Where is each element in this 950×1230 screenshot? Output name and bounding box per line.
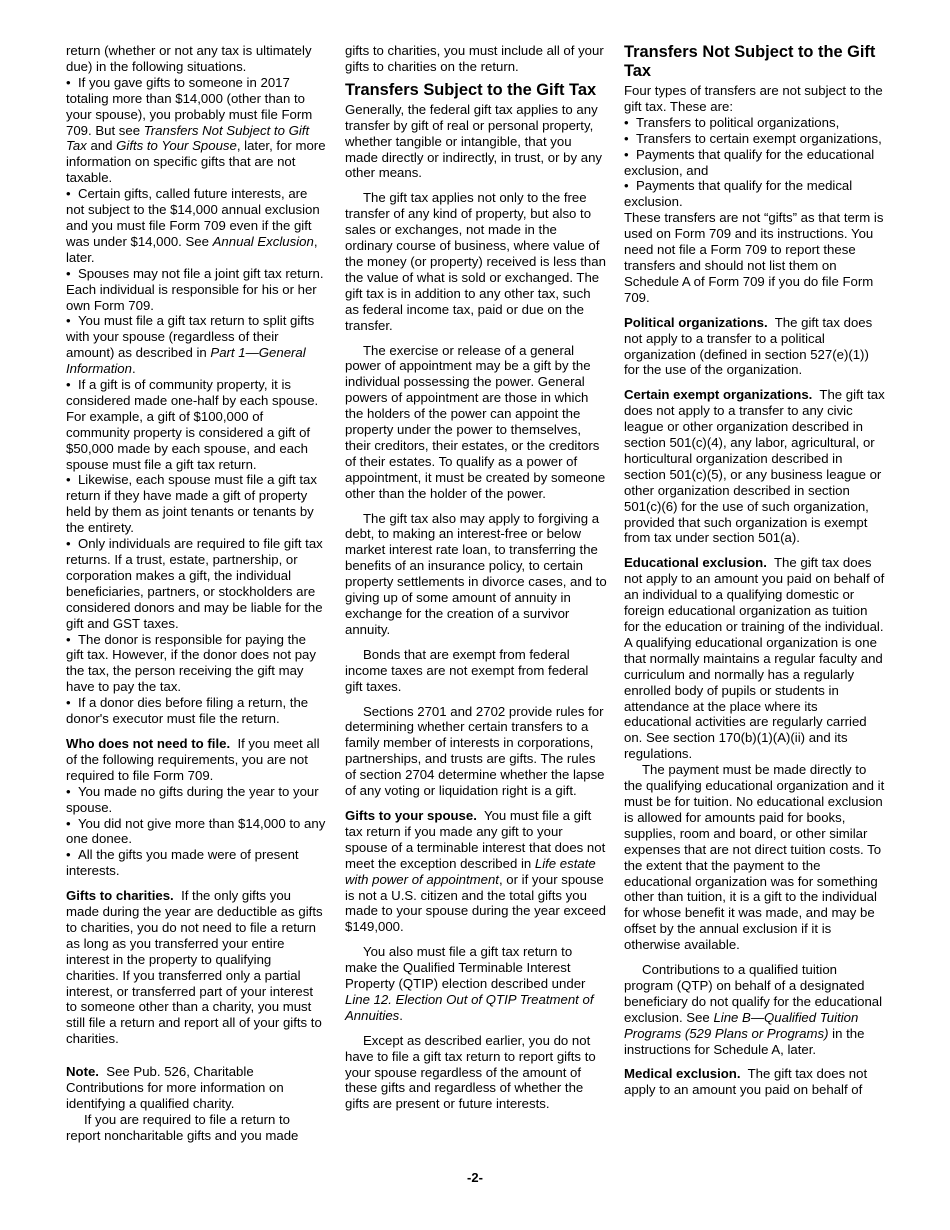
paragraph: These transfers are not “gifts” as that term is used on Form 709 and its instructions. You need not file a Form 709 to report these transfers and should not list them on Schedule A of Form 709 if you do file Form 709. <box>624 210 884 305</box>
run-in-heading: Gifts to charities. <box>66 888 174 904</box>
run-in-heading: Certain exempt organizations. <box>624 387 813 403</box>
section-heading: Transfers Not Subject to the Gift Tax <box>624 43 876 80</box>
paragraph: Four types of transfers are not subject to the gift tax. These are: <box>624 83 883 114</box>
section-heading: Transfers Subject to the Gift Tax <box>345 80 597 99</box>
paragraph: Except as described earlier, you do not have to file a gift tax return to report gifts to your spouse regardless of the amount of these gifts and regardless of whether the gifts are present or future interests. <box>345 1032 596 1112</box>
list-item: • If you gave gifts to someone in 2017 totaling more than $14,000 (other than to your spouse), you probably must file Form 709. But see Transfers Not Subject to Gift Tax and Gifts to Your Spouse, later, for more information on specific gifts that are not taxable. <box>66 75 326 186</box>
paragraph: Gifts to charities. If the only gifts you made during the year are deductible as gifts to charities, you do not need to file a return as long as you transferred your entire interest in the property to qualifying charities. If you transferred only a partial interest, or transferred part of your interest to someone other than a charity, you must still file a return and report all of your gifts to charities. <box>66 888 323 1047</box>
paragraph: Bonds that are exempt from federal income taxes are not exempt from federal gift taxes. <box>345 646 589 694</box>
paragraph: The exercise or release of a general power of appointment may be a gift by the individual possessing the power. General powers of appointment are those in which the holders of the power can appoint the property under the power to themselves, their creditors, their estates, or the creditors of their estates. To qualify as a power of appointment, it must be created by someone other than the holder of the power. <box>345 342 606 501</box>
page-number: -2- <box>467 1170 483 1185</box>
run-in-heading: Political organizations. <box>624 314 768 330</box>
list-item: • Certain gifts, called future interests, are not subject to the $14,000 annual exclusion and you must file Form 709 even if the gift was under $14,000. See Annual Exclusion, later. <box>66 186 326 266</box>
column-left <box>66 43 326 1144</box>
list-item: • You must file a gift tax return to split gifts with your spouse (regardless of their amount) as described in Part 1—General Information. <box>66 313 326 377</box>
list-item: • If a gift is of community property, it is considered made one-half by each spouse. For example, a gift of $100,000 of community property is considered a gift of $50,000 made by each spouse, and each spouse must file a gift tax return. <box>66 377 326 472</box>
list-item: • You made no gifts during the year to your spouse. <box>66 784 326 816</box>
list-item: • Only individuals are required to file gift tax returns. If a trust, estate, partnership, or corporation makes a gift, the individual beneficiaries, partners, or stockholders are considered donors and may be liable for the gift and GST taxes. <box>66 536 326 631</box>
paragraph: The gift tax applies not only to the free transfer of any kind of property, but also to sales or exchanges, not made in the ordinary course of business, where value of the money (or property) received is less than the value of what is sold or exchanged. The gift tax is in addition to any other tax, such as federal income tax, paid or due on the transfer. <box>345 190 606 333</box>
paragraph: Gifts to your spouse. You must file a gift tax return if you made any gift to your spouse of a terminable interest that does not meet the exception described in Life estate with power of appointment, or if your spouse is not a U.S. citizen and the total gifts you made to your spouse during the year exceed $149,000. <box>345 807 606 935</box>
paragraph: Contributions to a qualified tuition program (QTP) on behalf of a designated beneficiary do not qualify for the educational exclusion. See Line B—Qualified Tuition Programs (529 Plans or Programs) in the instructions for Schedule A, later. <box>624 962 883 1057</box>
run-in-heading: Gifts to your spouse. <box>345 807 477 823</box>
list-item: • If a donor dies before filing a return, the donor's executor must file the return. <box>66 695 326 727</box>
list-item: • You did not give more than $14,000 to any one donee. <box>66 816 326 848</box>
paragraph: Sections 2701 and 2702 provide rules for determining whether certain transfers to a family member of interests in corporations, partnerships, and trusts are gifts. The rules of section 2704 determine whether the lapse of any voting or liquidation right is a gift. <box>345 703 605 799</box>
paragraph: gifts to charities, you must include all of your gifts to charities on the return. <box>345 43 604 74</box>
run-in-heading: Medical exclusion. <box>624 1066 741 1082</box>
list-item: • Spouses may not file a joint gift tax return. Each individual is responsible for his or her own Form 709. <box>66 266 326 314</box>
paragraph: If you are required to file a return to report noncharitable gifts and you made <box>66 1111 299 1143</box>
run-in-heading: Educational exclusion. <box>624 555 767 571</box>
list-item: • Transfers to certain exempt organizations, <box>624 131 886 147</box>
list-item: • All the gifts you made were of present interests. <box>66 847 326 879</box>
list-item: • Transfers to political organizations, <box>624 115 886 131</box>
paragraph: Political organizations. The gift tax does not apply to a transfer to a political organization (defined in section 527(e)(1)) for the use of the organization. <box>624 314 873 378</box>
list-item: • The donor is responsible for paying the gift tax. However, if the donor does not pay the tax, the person receiving the gift may have to pay the tax. <box>66 632 326 696</box>
run-in-heading: Who does not need to file. <box>66 735 231 751</box>
paragraph: You also must file a gift tax return to make the Qualified Terminable Interest Property (QTIP) election described under Line 12. Election Out of QTIP Treatment of Annuities. <box>345 944 594 1023</box>
paragraph: Educational exclusion. The gift tax does not apply to an amount you paid on behalf of an individual to a qualifying domestic or foreign educational organization as tuition for the education or training of the individual. A qualifying educational organization is one that normally maintains a regular faculty and curriculum and normally has a regularly enrolled body of pupils or students in attendance at the place where its educational activities are regularly carried on. See section 170(b)(1)(A)(ii) and its regulations. <box>624 555 885 762</box>
paragraph: Who does not need to file. If you meet all of the following requirements, you are not required to file Form 709. <box>66 735 320 783</box>
paragraph: The payment must be made directly to the qualifying educational organization and it must be for tuition. No educational exclusion is allowed for amounts paid for books, supplies, room and board, or other similar expenses that are not direct tuition costs. To the extent that the payment to the educational organization was for something other than tuition, it is a gift to the individual for whose benefit it was made, and may be offset by the annual exclusion if it is otherwise available. <box>624 762 885 953</box>
list-item: • Likewise, each spouse must file a gift tax return if they have made a gift of property held by them as joint tenants or tenants by the entirety. <box>66 472 326 536</box>
paragraph: return (whether or not any tax is ultimately due) in the following situations. <box>66 43 312 74</box>
column-middle <box>345 43 607 1112</box>
paragraph: The gift tax also may apply to forgiving a debt, to making an interest-free or below market interest rate loan, to transferring the benefits of an insurance policy, to certain property settlements in divorce cases, and to giving up of some amount of annuity in exchange for the creation of a survivor annuity. <box>345 510 607 637</box>
paragraph: Medical exclusion. The gift tax does not apply to an amount you paid on behalf of <box>624 1066 868 1098</box>
list-item: • Payments that qualify for the educational exclusion, and <box>624 147 886 179</box>
paragraph: Note. See Pub. 526, Charitable Contributions for more information on identifying a qualified charity. <box>66 1064 284 1111</box>
paragraph: Certain exempt organizations. The gift tax does not apply to a transfer to any civic league or other organization described in section 501(c)(4), any labor, agricultural, or horticultural organization described in section 501(c)(5), or any business league or other organization described in section 501(c)(6) for the use of such organization, provided that such organization is exempt from tax under section 501(a). <box>624 387 885 546</box>
column-right <box>624 43 886 1098</box>
paragraph: Generally, the federal gift tax applies to any transfer by gift of real or personal property, whether tangible or intangible, that you made directly or indirectly, in trust, or by any other means. <box>345 101 603 181</box>
run-in-heading: Note. <box>66 1064 99 1080</box>
list-item: • Payments that qualify for the medical exclusion. <box>624 178 886 210</box>
